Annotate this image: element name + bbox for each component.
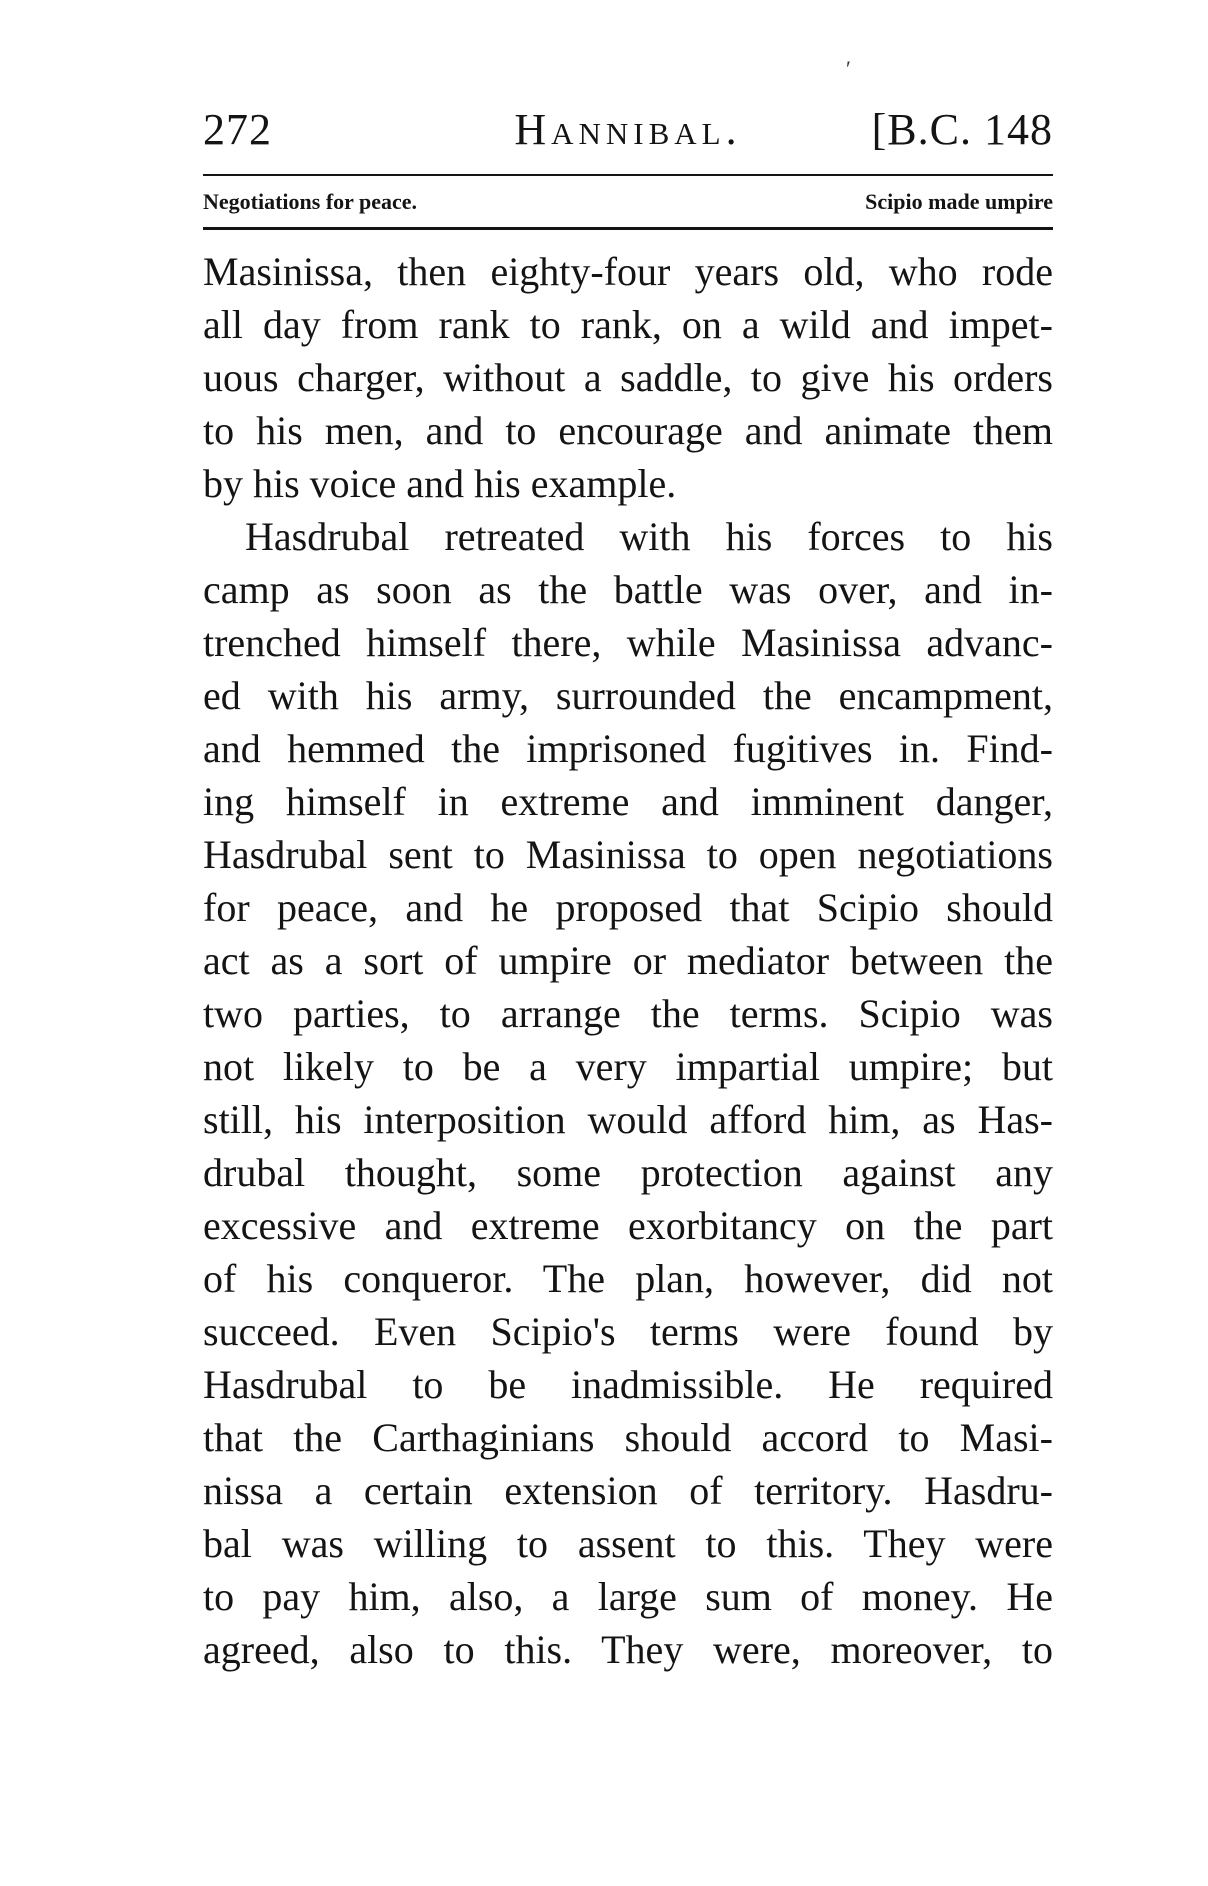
side-note-left: Negotiations for peace. xyxy=(203,189,418,214)
text-line: camp as soon as the battle was over, and in- xyxy=(203,567,1053,612)
text-line: uous charger, without a saddle, to give his orders xyxy=(203,355,1053,400)
paragraph-2 xyxy=(203,510,1053,1676)
text-line: bal was willing to assent to this. They were xyxy=(203,1521,1053,1566)
text-line: Hasdrubal sent to Masinissa to open negotiations xyxy=(203,832,1053,877)
text-line: and hemmed the imprisoned fugitives in. Find- xyxy=(203,726,1053,771)
text-line: not likely to be a very impartial umpire; but xyxy=(203,1044,1053,1089)
book-title: Hannibal. xyxy=(514,105,742,154)
stray-ink-mark: ′ xyxy=(846,56,851,81)
text-line: by his voice and his example. xyxy=(203,461,677,506)
text-line: succeed. Even Scipio's terms were found by xyxy=(203,1309,1053,1354)
header-rule-top xyxy=(203,174,1053,176)
text-line: ed with his army, surrounded the encampment, xyxy=(203,673,1053,718)
text-line: all day from rank to rank, on a wild and impet- xyxy=(203,302,1053,347)
text-line: that the Carthaginians should accord to Masi- xyxy=(203,1415,1053,1460)
text-line: two parties, to arrange the terms. Scipio was xyxy=(203,991,1053,1036)
text-line: ing himself in extreme and imminent danger, xyxy=(203,779,1053,824)
text-line: drubal thought, some protection against any xyxy=(203,1150,1053,1195)
text-line: nissa a certain extension of territory. Hasdru- xyxy=(203,1468,1053,1513)
text-line: of his conqueror. The plan, however, did not xyxy=(203,1256,1053,1301)
text-line: Masinissa, then eighty-four years old, who rode xyxy=(203,249,1053,294)
paragraph-1 xyxy=(203,245,1053,510)
page-number: 272 xyxy=(203,105,272,154)
body-text xyxy=(203,245,1053,1676)
text-line: trenched himself there, while Masinissa advanc- xyxy=(203,620,1053,665)
text-line: still, his interposition would afford him, as Has- xyxy=(203,1097,1053,1142)
header-rule-bottom xyxy=(203,227,1053,230)
text-line: act as a sort of umpire or mediator between the xyxy=(203,938,1053,983)
side-notes xyxy=(203,182,1053,222)
text-line: Hasdrubal to be inadmissible. He required xyxy=(203,1362,1053,1407)
text-line: agreed, also to this. They were, moreover, to xyxy=(203,1627,1053,1672)
running-head xyxy=(203,100,1053,160)
text-line: to pay him, also, a large sum of money. He xyxy=(203,1574,1053,1619)
text-line: to his men, and to encourage and animate them xyxy=(203,408,1053,453)
date-range: [B.C. 148 xyxy=(871,105,1053,154)
text-line: excessive and extreme exorbitancy on the part xyxy=(203,1203,1053,1248)
side-note-right: Scipio made umpire xyxy=(865,189,1053,214)
text-line: Hasdrubal retreated with his forces to his xyxy=(245,514,1053,559)
text-line: for peace, and he proposed that Scipio should xyxy=(203,885,1053,930)
